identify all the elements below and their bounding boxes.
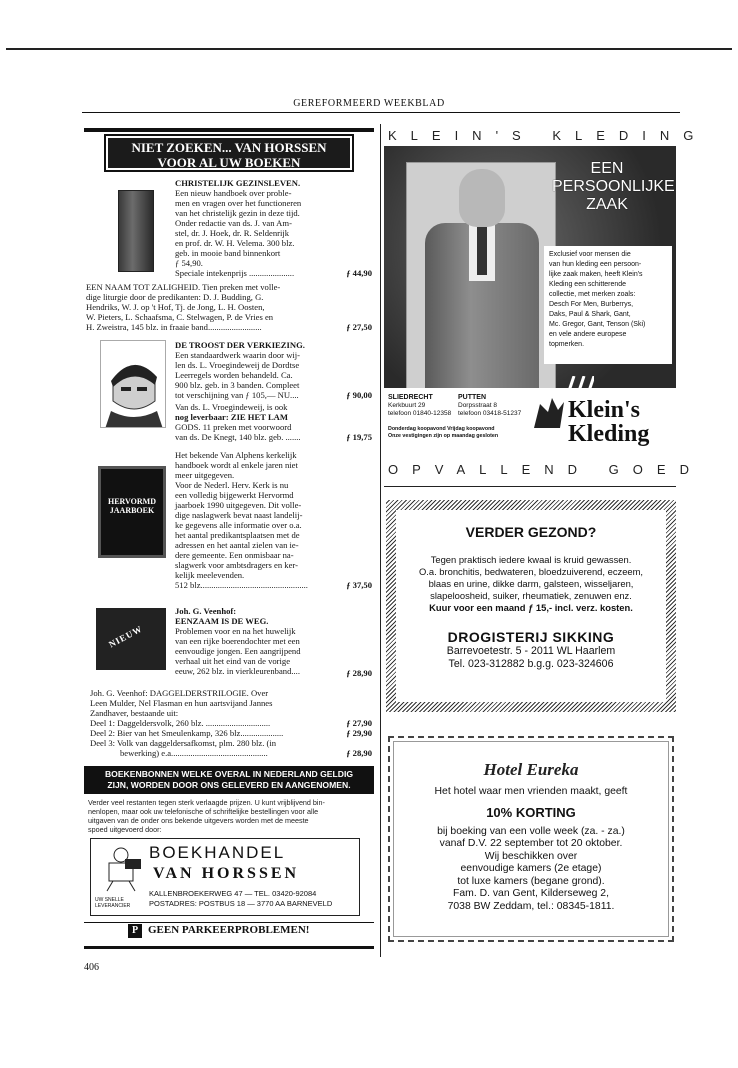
item-line: een volledig bijgewerkt Hervormd xyxy=(175,490,294,500)
item-line: EEN NAAM TOT ZALIGHEID. Tien preken met volle- xyxy=(86,282,281,292)
item-line: dige naslagwerk bevat naast landelij- xyxy=(175,510,303,520)
mascot-caption: UW SNELLE LEVERANCIER xyxy=(95,897,131,909)
cover-line: HERVORMD xyxy=(108,497,156,506)
store-city: PUTTEN xyxy=(458,394,486,401)
desc-line: topmerken. xyxy=(549,341,585,348)
small-print xyxy=(88,798,372,834)
price: ƒ 27,90 xyxy=(346,718,372,728)
hotel-eureka-ad xyxy=(388,736,674,942)
hotel-line: eenvoudige kamers (2e etage) xyxy=(460,863,602,874)
kleins-hours xyxy=(388,426,498,440)
item-hervormd-jaarboek xyxy=(175,450,371,590)
lion-crest-icon xyxy=(530,394,568,434)
sikking-name: DROGISTERIJ SIKKING xyxy=(447,629,615,645)
kleins-bottom-spaced: OPVALLEND GOED xyxy=(388,462,703,477)
sikking-text xyxy=(396,554,666,613)
trilogie-part: bewerking) e.a............................................. xyxy=(120,748,268,758)
kleins-description xyxy=(544,246,672,364)
portrait-drawing xyxy=(101,341,166,428)
head-shape xyxy=(459,169,505,227)
header-rule xyxy=(82,112,680,113)
page-number: 406 xyxy=(84,962,99,973)
small-line: nenlopen, maar ook uw telefonische of schriftelijke bestellingen voor alle xyxy=(88,807,319,816)
store-putten xyxy=(458,394,521,418)
left-ad-bottom-bar xyxy=(84,946,374,949)
item-line: Voor de Nederl. Herv. Kerk is nu xyxy=(175,480,289,490)
item-zie-het-lam-gods xyxy=(175,402,335,442)
hotel-line: tot luxe kamers (begane grond). xyxy=(457,875,605,887)
item-line: Het bekende Van Alphens kerkelijk xyxy=(175,450,297,460)
item-line: dere gemeente. Een onmisbaar na- xyxy=(175,550,294,560)
sikking-title: VERDER GEZOND? xyxy=(465,524,597,540)
shop-line-1: KALLENBROEKERWEG 47 — TEL. 03420-92084 xyxy=(149,889,317,898)
item-line: 512 blz.................................................. xyxy=(175,580,308,590)
sikking-ad xyxy=(396,510,666,702)
van-horssen-banner xyxy=(104,134,354,172)
item-title: CHRISTELIJK GEZINSLEVEN. xyxy=(175,178,301,188)
sikking-line: blaas en urine, dikke darm, galsteen, wisseljaren, xyxy=(428,578,634,589)
store-line: Dorpsstraat 8 xyxy=(458,402,498,409)
shop-name-1: BOEKHANDEL xyxy=(149,843,286,862)
store-line: telefoon 01840-12358 xyxy=(388,410,452,417)
sikking-line: O.a. bronchitis, bedwateren, bloedzuiverend, eczeem, xyxy=(418,566,644,577)
item-line: meer uitgegeven. xyxy=(175,470,235,480)
item-line: Zandhaver, bestaande uit: xyxy=(90,708,179,718)
sikking-address: Barrevoetestr. 5 - 2011 WL Haarlem xyxy=(446,645,616,657)
bon-line-1: BOEKENBONNEN WELKE OVERAL IN NEDERLAND GELDIG xyxy=(104,769,354,779)
item-line: Joh. G. Veenhof: DAGGELDERSTRILOGIE. Over xyxy=(90,688,269,698)
item-line: len ds. L. Vroegindeweij de Dordtse xyxy=(175,360,300,370)
shop-name-2: VAN HORSSEN xyxy=(153,865,300,882)
headline-line: EEN xyxy=(590,160,624,177)
hotel-title: Hotel Eureka xyxy=(483,760,579,779)
store-line: Kerkbuurt 29 xyxy=(388,402,426,409)
item-line: eeuw, 262 blz. in vierkleurenband.... xyxy=(175,666,300,676)
item-line: nog leverbaar: ZIE HET LAM xyxy=(175,412,288,422)
store-sliedrecht xyxy=(388,394,451,418)
item-line: en prof. dr. W. H. Velema. 300 blz. xyxy=(175,238,295,248)
item-line: Een nieuw handboek over proble- xyxy=(175,188,292,198)
price-troost: ƒ 90,00 xyxy=(346,390,372,400)
item-line: Leen Mulder, Nel Flasman en hun aartsvijand Jannes xyxy=(90,698,273,708)
price-naam-tot-zaligheid: ƒ 27,50 xyxy=(346,322,372,332)
bon-line-2: ZIJN, WORDEN DOOR ONS GELEVERD EN AANGENOMEN. xyxy=(107,780,351,790)
item-line: van het christelijk gezin in deze tijd. xyxy=(175,208,300,218)
parking-text: GEEN PARKEERPROBLEMEN! xyxy=(148,924,310,936)
sikking-phone: Tel. 023-312882 b.g.g. 023-324606 xyxy=(448,658,614,670)
sikking-line: Tegen praktisch iedere kwaal is kruid gewassen. xyxy=(430,554,632,565)
item-line: eenvoudige jongen. Een aangrijpend xyxy=(175,646,301,656)
desc-line: van hun kleding een persoon- xyxy=(549,261,642,268)
item-eenzaam-is-de-weg xyxy=(175,606,371,676)
kleins-footer xyxy=(384,388,676,448)
boekenbonnen-banner xyxy=(84,766,374,794)
item-line: ƒ 54,90. xyxy=(175,258,203,268)
desc-line: Mc. Gregor, Gant, Tenson (Ski) xyxy=(549,321,646,328)
author-portrait-vroegindeweij xyxy=(100,340,166,428)
parking-icon: P xyxy=(128,924,142,938)
hotel-line: vanaf D.V. 22 september tot 20 oktober. xyxy=(439,838,623,849)
logo-line: Klein's xyxy=(568,397,641,423)
kleins-headline xyxy=(552,160,675,214)
cover-line: JAARBOEK xyxy=(109,506,155,515)
hotel-line: 7038 BW Zeddam, tel.: 08345-1811. xyxy=(447,900,615,912)
item-line: handboek wordt al enkele jaren niet xyxy=(175,460,298,470)
store-line: telefoon 03418-51237 xyxy=(458,410,522,417)
item-line: van ds. De Knegt, 140 blz. geb. ....... xyxy=(175,432,301,442)
trilogie-part: Deel 2: Bier van het Smeulenkamp, 326 blz.................... xyxy=(90,728,284,738)
item-daggelderstrilogie xyxy=(90,688,372,718)
hotel-korting: 10% KORTING xyxy=(486,804,576,820)
tie-shape xyxy=(477,225,487,275)
price-lam-gods: ƒ 19,75 xyxy=(346,432,372,442)
hotel-text xyxy=(390,826,672,914)
desc-line: en vele andere europese xyxy=(549,331,627,338)
item-line: stel, dr. J. Hoek, dr. R. Seldenrijk xyxy=(175,228,290,238)
item-line: Speciale intekenprijs ..................... xyxy=(175,268,295,278)
headline-line: ZAAK xyxy=(586,196,628,213)
sikking-price-line: Kuur voor een maand ƒ 15,- incl. verz. kosten. xyxy=(429,602,633,613)
item-line: GODS. 11 preken met voorwoord xyxy=(175,422,292,432)
item-line: H. Zweistra, 145 blz. in fraaie band......................... xyxy=(86,322,262,332)
kleins-logo xyxy=(568,398,649,446)
item-line: kelijk meelevenden. xyxy=(175,570,245,580)
item-line: slagwerk voor ambtsdragers en ker- xyxy=(175,560,298,570)
item-line: verhaal uit het eind van de vorige xyxy=(175,656,291,666)
top-rule xyxy=(6,48,732,50)
sikking-line: slapeloosheid, suiker, rheumatiek, zenuwen enz. xyxy=(430,590,632,601)
item-line: 900 blz. geb. in 3 banden. Compleet xyxy=(175,380,300,390)
item-line: ke gegevens alle informatie over o.a. xyxy=(175,520,302,530)
trilogie-part: Deel 1: Daggeldersvolk, 260 blz. .............................. xyxy=(90,718,271,728)
item-line: adressen en het aantal zielen van ie- xyxy=(175,540,299,550)
delivery-mascot-icon xyxy=(99,845,143,893)
hours-line: Onze vestigingen zijn op maandag gesloten xyxy=(388,433,499,439)
hotel-line: Wij beschikken over xyxy=(484,850,578,862)
banner-line-1: NIET ZOEKEN... VAN HORSSEN xyxy=(131,140,327,155)
item-line: Van ds. L. Vroegindeweij, is ook xyxy=(175,402,288,412)
price: ƒ 28,90 xyxy=(346,748,372,758)
book-cover-eenzaam xyxy=(96,608,166,670)
item-line: Onder redactie van ds. J. van Am- xyxy=(175,218,292,228)
small-line: uitgaven van de onder ons bekende uitgevers worden met de meeste xyxy=(88,816,309,825)
hotel-line: bij boeking van een volle week (za. - za.) xyxy=(437,825,625,837)
item-line: dige liturgie door de predikanten: D. J. Budding, G. xyxy=(86,292,264,302)
item-naam-tot-zaligheid xyxy=(86,282,326,332)
model-photo xyxy=(406,162,556,392)
column-separator xyxy=(380,124,381,957)
hours-line: Donderdag koopavond Vrijdag koopavond xyxy=(388,426,495,432)
kleins-top-spaced: KLEIN'S KLEDING xyxy=(388,128,708,143)
item-line: geb. in mooie band binnenkort xyxy=(175,248,281,258)
banner-line-2: VOOR AL UW BOEKEN xyxy=(157,155,301,170)
hotel-tagline: Het hotel waar men vrienden maakt, geeft xyxy=(434,786,628,797)
item-gezinsleven xyxy=(175,178,371,278)
trilogie-parts xyxy=(90,718,330,758)
trilogie-part: Deel 3: Volk van daggeldersafkomst, plm. 280 blz. (in xyxy=(90,738,277,748)
item-line: Leerregels worden behandeld. Ca. xyxy=(175,370,293,380)
logo-line: Kleding xyxy=(568,421,650,447)
desc-line: lijke zaak maken, heeft Klein's xyxy=(549,271,643,278)
book-cover-hervormd-jaarboek xyxy=(98,466,166,558)
desc-line: Desch For Men, Burberrys, xyxy=(549,301,634,308)
price-gezinsleven: ƒ 44,90 xyxy=(346,268,372,278)
item-line: jaarboek 1990 uitgegeven. Dit volle- xyxy=(175,500,302,510)
item-line: het aantal predikantsplaatsen met de xyxy=(175,530,300,540)
item-line: Een standaardwerk waarin door wij- xyxy=(175,350,301,360)
item-line: Problemen voor en na het huwelijk xyxy=(175,626,296,636)
item-line: Joh. G. Veenhof: xyxy=(175,606,237,616)
desc-line: Daks, Paul & Shark, Gant, xyxy=(549,311,631,318)
item-line: men en vragen over het functioneren xyxy=(175,198,302,208)
nieuw-badge: NIEUW xyxy=(107,623,145,650)
trilogie-prices xyxy=(324,718,372,758)
boekhandel-box xyxy=(90,838,360,916)
shop-address xyxy=(149,889,359,909)
item-line: W. Pieters, L. Schaafsma, C. Stelwagen, P. de Vries en xyxy=(86,312,274,322)
hotel-line: Fam. D. van Gent, Kilderseweg 2, xyxy=(453,888,609,899)
desc-line: Kleding een schitterende xyxy=(549,281,627,288)
price-empty xyxy=(324,738,372,748)
headline-line: PERSOONLIJKE xyxy=(552,178,675,195)
shop-line-2: POSTADRES: POSTBUS 18 — 3770 AA BARNEVELD xyxy=(149,899,333,908)
item-title: DE TROOST DER VERKIEZING. xyxy=(175,340,305,350)
desc-line: collectie, met merken zoals: xyxy=(549,291,636,298)
item-line: Hendriks, W. J. op 't Hof, Tj. de Jong, L. H. Oosten, xyxy=(86,302,265,312)
left-ad-top-bar xyxy=(84,128,374,132)
item-line: van een rijke boerendochter met een xyxy=(175,636,300,646)
price: ƒ 29,90 xyxy=(346,728,372,738)
price-eenzaam: ƒ 28,90 xyxy=(346,668,372,678)
store-city: SLIEDRECHT xyxy=(388,394,433,401)
item-line: tot verschijning van ƒ 105,— NU.... xyxy=(175,390,299,400)
book-cover-gezinsleven xyxy=(118,190,154,272)
price-jaarboek: ƒ 37,50 xyxy=(346,580,372,590)
publication-title: GEREFORMEERD WEEKBLAD xyxy=(293,98,445,109)
kleins-divider xyxy=(384,486,676,487)
item-line: EENZAAM IS DE WEG. xyxy=(175,616,269,626)
desc-line: Exclusief voor mensen die xyxy=(549,251,631,258)
small-line: Verder veel restanten tegen sterk verlaagde prijzen. U kunt vrijblijvend bin- xyxy=(88,798,325,807)
small-line: spoed uitgevoerd door: xyxy=(88,825,162,834)
